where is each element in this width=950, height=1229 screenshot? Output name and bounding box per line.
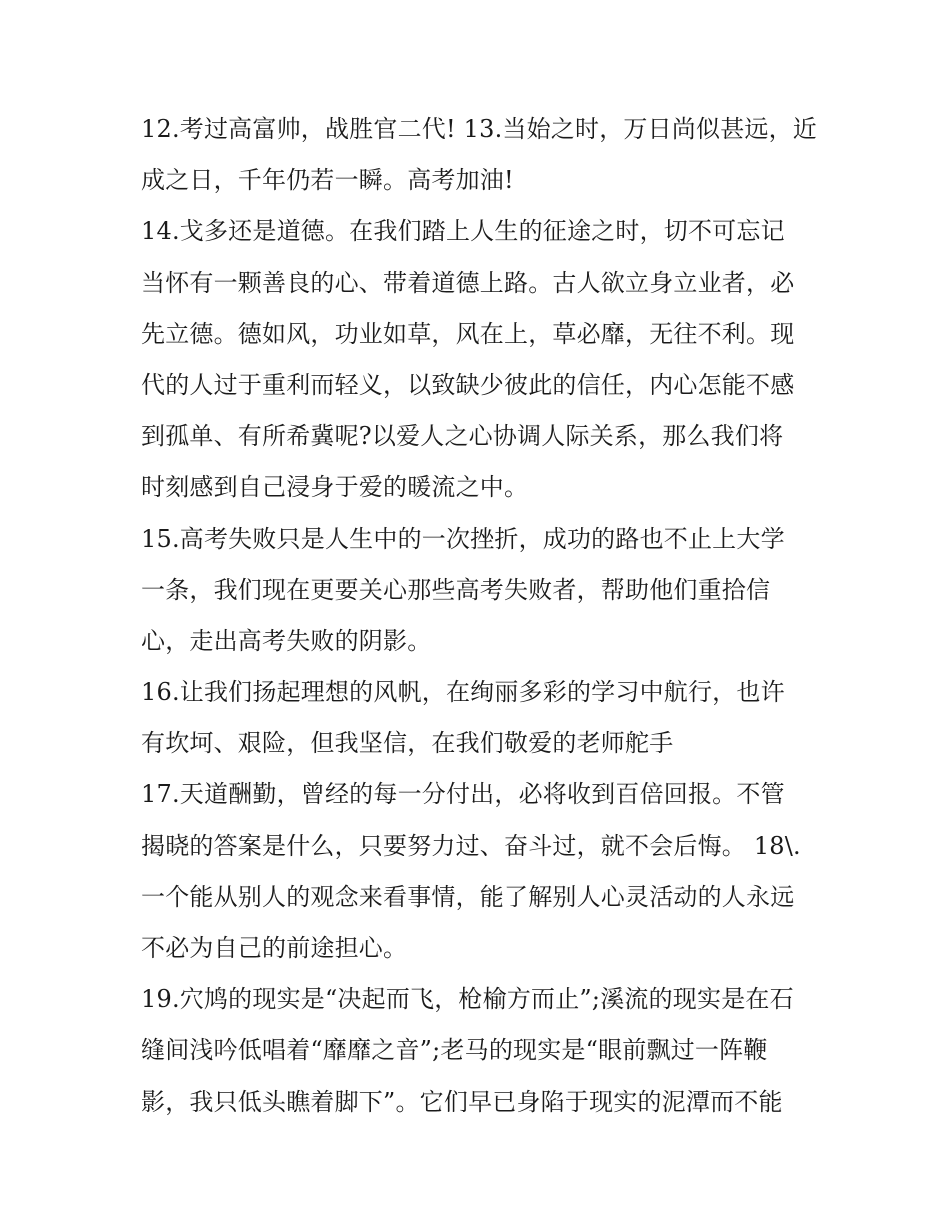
text-line: 17.天道酬勤，曾经的每一分付出，必将收到百倍回报。不管 <box>141 780 785 809</box>
text-line: 一个能从别人的观念来看事情，能了解别人心灵活动的人永远 <box>141 882 795 911</box>
text-line: 到孤单、有所希冀呢?以爱人之心协调人际关系，那么我们将 <box>141 422 784 451</box>
text-line: 当怀有一颗善良的心、带着道德上路。古人欲立身立业者，必 <box>141 268 795 297</box>
text-line: 有坎坷、艰险，但我坚信，在我们敬爱的老师舵手 <box>141 729 674 758</box>
text-line: 16.让我们扬起理想的风帆，在绚丽多彩的学习中航行，也许 <box>141 678 785 707</box>
text-line: 时刻感到自己浸身于爱的暖流之中。 <box>141 473 529 502</box>
text-line: 19.穴鸠的现实是“决起而飞，枪榆方而止”;溪流的现实是在石 <box>141 985 794 1014</box>
text-line: 不必为自己的前途担心。 <box>141 934 408 962</box>
text-line: 一条，我们现在更要关心那些高考失败者，帮助他们重拾信 <box>141 575 771 604</box>
text-line: 影，我只低头瞧着脚下”。它们早已身陷于现实的泥潭而不能 <box>141 1087 783 1116</box>
text-line: 成之日，千年仍若一瞬。高考加油! <box>141 166 514 195</box>
text-line: 心，走出高考失败的阴影。 <box>141 626 432 655</box>
text-line: 15.高考失败只是人生中的一次挫折，成功的路也不止上大学 <box>141 524 785 553</box>
document-body <box>141 104 821 1128</box>
text-line: 揭晓的答案是什么，只要努力过、奋斗过，就不会后悔。 18\. <box>141 831 801 860</box>
text-line: 代的人过于重利而轻义，以致缺少彼此的信任，内心怎能不感 <box>141 370 795 399</box>
text-line: 缝间浅吟低唱着“靡靡之音”;老马的现实是“眼前飘过一阵鞭 <box>141 1036 768 1065</box>
text-line: 14.戈多还是道德。在我们踏上人生的征途之时，切不可忘记 <box>141 217 785 246</box>
text-line: 12.考过高富帅，战胜官二代! 13.当始之时，万日尚似甚远，近 <box>141 115 818 143</box>
text-line: 先立德。德如风，功业如草，风在上，草必靡，无往不利。现 <box>141 319 795 348</box>
